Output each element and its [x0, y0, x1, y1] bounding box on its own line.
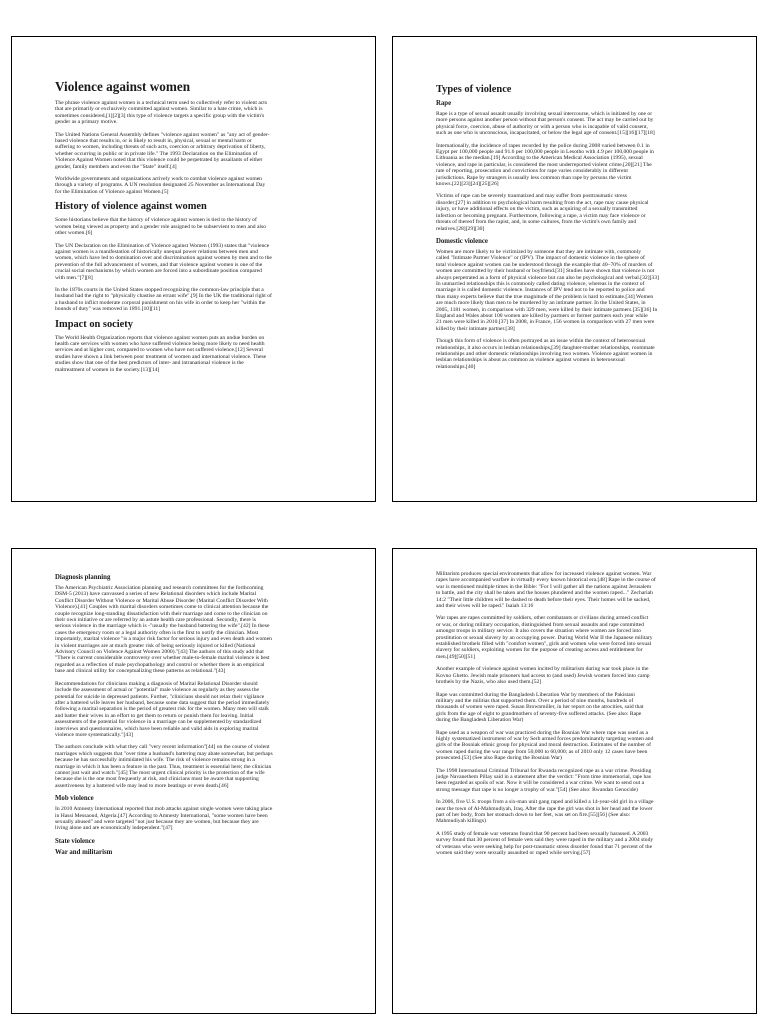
text-line: during the Bangladesh Liberation War)	[436, 717, 524, 724]
text-line: and batter their wives in an effort to get them to return or punish them for leaving. Initial	[55, 712, 254, 719]
section-heading: Types of violence	[436, 84, 512, 95]
text-line: through a variety of programs. A UN resolution designated 25 November as International Day	[55, 182, 266, 189]
section-heading: History of violence against women	[55, 201, 207, 213]
text-line: Rape used as a weapon of war was practiced during the Bosnian War where rape was used as a	[436, 729, 648, 736]
text-line: rate of reporting, prosecution and convictions for rape varies considerably in different	[436, 168, 628, 175]
paragraph	[436, 193, 724, 231]
paragraph	[436, 768, 724, 794]
text-line: part of her body, from her stomach down to her feet, was set on fire.[55][56] (See also:	[436, 812, 631, 818]
text-line: prostitution or sexual slavery by an occupying power. During World War II the Japanese military	[436, 634, 653, 641]
text-line: assessments of the potential for violence in a marriage can be supplemented by standardized	[55, 719, 262, 726]
paragraph	[55, 217, 343, 236]
text-line: importantly, marital violence "is a major risk factor for serious injury and even death and women	[55, 636, 272, 643]
text-line: Rape is a type of sexual assault usually involving sexual intercourse, which is initiated by one or	[436, 111, 653, 117]
text-line: injury, or have additional effects on the victim, such as acquiring of a sexually transmitted	[436, 206, 638, 213]
text-line: disorder;[27] in addition to psychological harm resulting from the act, rape may cause physical	[436, 199, 649, 206]
text-line: include the assessment of actual or "potential" male violence as regularly as they assess the	[55, 687, 260, 694]
text-line: gender, family members and even the "State" itself.[4]	[55, 163, 177, 170]
section-heading: Impact on society	[55, 318, 133, 330]
text-line: whether occurring in public or in private life." The 1993 Declaration on the Elimination of	[55, 150, 258, 157]
text-line: regarded as a reflection of male psychopathology and control or whether there is an empirical	[55, 661, 265, 668]
text-line: In 2010 Amnesty International reported that mob attacks against single women were taking place	[55, 806, 273, 813]
text-line: with men."[7][8]	[55, 274, 93, 281]
document-page-3	[11, 548, 376, 1014]
text-line: jurisdictions. Rape by strangers is usually less common than rape by persons the victim	[436, 174, 632, 181]
text-line: health care services with women who have suffered violence being more likely to need health	[55, 340, 265, 347]
paragraph	[436, 831, 724, 857]
text-line: a husband to inflict moderate corporal punishment on his wife in order to keep her "within the	[55, 299, 266, 306]
text-line: judge Navanethem Pillay said in a statement after the verdict: "From time immemorial, rape has	[436, 773, 651, 780]
text-line: prosecuted.[53] (See also Rape during the Bosnian War)	[436, 755, 562, 762]
text-line: The phrase violence against women is a technical term used to collectively refer to violent acts	[55, 100, 268, 106]
text-line: thousands of women were raped. Susan Brownmiller, in her report on the atrocities, said that	[436, 704, 644, 711]
text-line: Internationally, the incidence of rapes recorded by the police during 2008 varied between 0.1 in	[436, 142, 650, 149]
text-line: England and Wales about 100 women are killed by partners or former partners each year while	[436, 312, 648, 319]
text-line: called "Intimate Partner Violence" or (IPV). The impact of domestic violence in the sphere of	[436, 255, 645, 262]
text-line: that are primarily or exclusively committed against women. Similar to a hate crime, which is	[55, 106, 263, 113]
document-page-1	[11, 36, 376, 502]
text-line: marriage in which it has been a feature in the past. Thus, treatment is essential here; the clinician	[55, 763, 272, 770]
text-line: Another example of violence against women incited by militarism during war took place in the	[436, 666, 649, 673]
page-3-content	[55, 571, 343, 860]
paragraph	[436, 730, 724, 762]
paragraph	[55, 806, 343, 832]
paragraph	[436, 615, 724, 660]
page-2-content	[436, 79, 724, 376]
paragraph	[436, 249, 724, 332]
text-line: The UN Declaration on the Elimination of Violence against Women (1993) states that "violence	[55, 242, 270, 249]
text-line: total violence against women can be understood through the example that 40–70% of murders of	[436, 261, 653, 268]
text-line: war is mentioned multiple times in the Bible: "For I will gather all the nations against Jerusalem	[436, 583, 652, 590]
text-line: Egypt per 100,000 people and 91.6 per 100,000 people in Lesotho with 4.9 per 100,000 people in	[436, 149, 654, 156]
text-line: studies have shown a link between poor treatment of women and international violence. These	[55, 353, 267, 360]
text-line: gender as a primary motive.	[55, 119, 118, 126]
text-line: prevention of the full advancement of women, and that violence against women is one of the	[55, 261, 263, 268]
text-line: Militarism produces special environments that allow for increased violence against women. War	[436, 571, 652, 577]
text-line: Kovno Ghetto. Jewish male prisoners had access to (and used) Jewish women forced into camp	[436, 672, 650, 679]
text-line: Violence Against Women noted that this violence could be perpetrated by assailants of either	[55, 157, 263, 164]
text-line: base and clinical utility for conceptualizing these patterns as relational."[43]	[55, 668, 226, 675]
section-heading: Diagnosis planning	[55, 574, 111, 581]
text-line: violence more systematically."[43]	[55, 731, 133, 738]
text-line: women being viewed as property and a gender role assigned to be subservient to men and also	[55, 223, 266, 230]
text-line: cases the emergency room or a legal authority often is the first to notify the clinician. Most	[55, 629, 259, 636]
paragraph	[55, 585, 343, 675]
text-line: women said they were sexually assaulted or raped while serving.[57]	[436, 850, 591, 857]
paragraph	[436, 799, 724, 825]
text-line: because she is the one most frequently at risk, and clinicians must be aware that supporting	[55, 776, 259, 783]
text-line: military and the militias that supported them. Over a period of nine months, hundreds of	[436, 697, 634, 704]
text-line: survey found that 30 percent of female vets said they were raped in the military and a 2004 study	[436, 837, 654, 844]
text-line: relationships and other domestic relationships involving two women. Violence against women in	[436, 351, 653, 357]
text-line: and their wives will be raped." Isaiah 13:16	[436, 603, 534, 610]
text-line: The 1998 International Criminal Tribunal for Rwanda recognized rape as a war crime. Presiding	[436, 767, 652, 774]
section-heading: Domestic violence	[436, 237, 488, 245]
paragraph	[55, 243, 343, 281]
text-line: The World Health Organization reports that violence against women puts an undue burden on	[55, 334, 265, 341]
text-line: 21 men were killed in 2010.[37] In 2008, in France, 156 women in comparison with 27 men were	[436, 319, 655, 326]
text-line: War rapes are rapes committed by soldiers, other combatants or civilians during armed conflict	[436, 615, 649, 622]
text-line: The American Psychiatric Association planning and research committees for the forthcoming	[55, 585, 264, 591]
text-line: relationships, it also occurs in lesbian relationships,[39] daughter-mother relationships, roommate	[436, 344, 655, 351]
text-line: 14:2 "Their little children will be dashed to death before their eyes. Their homes will be sacked,	[436, 596, 651, 603]
text-line: 2005, 1181 women, in comparison with 329 men, were killed by their intimate partners.[35][36] In	[436, 306, 658, 313]
text-line: crucial social mechanisms by which women are forced into a subordinate position compared	[55, 268, 262, 275]
text-line: knows.[22][23][24][25][26]	[436, 181, 499, 188]
text-line: against women is a manifestation of historically unequal power relations between men and	[55, 248, 258, 255]
text-line: highly systematized instrument of war by Serb armed forces predominantly targeting women and	[436, 735, 654, 742]
text-line: couple recognize long-standing dissatisfaction with their marriage and come to the clinician on	[55, 610, 268, 617]
text-line: In unmarried relationships this is commonly called dating violence, whereas in the context of	[436, 280, 645, 287]
text-line: A 1995 study of female war veterans found that 90 percent had been sexually harassed. A 2003	[436, 830, 649, 837]
paragraph	[436, 571, 724, 609]
paragraph	[55, 287, 343, 313]
section-heading: Rape	[436, 100, 452, 107]
text-line: lesbian relationships is about as common as violence against women in heterosexual	[436, 357, 625, 364]
text-line: services and at higher cost, compared to women who have not suffered violence.[12] Several	[55, 347, 263, 354]
text-line: husband had the right to "physically chastise an errant wife".[9] In the UK the traditional right of	[55, 293, 272, 300]
document-page-4	[392, 548, 757, 1014]
text-line: men.[49][50][51]	[436, 653, 475, 660]
text-line: sometimes considered,[1][2][3] this type of violence targets a specific group with the victim's	[55, 112, 265, 119]
text-line: always perpetrated as a form of physical violence but can also be psychological and verbal.[32][33]	[436, 274, 659, 281]
text-line: or war, or during military occupation, distinguished from sexual assaults and rape committed	[436, 621, 644, 628]
text-line: Some historians believe that the history of violence against women is tied to the history of	[55, 217, 257, 224]
text-line: to battle, and the city shall be taken and the houses plundered and the women raped..." Zechariah	[436, 590, 653, 597]
text-line: Lithuania as the median.[19] According to the American Medical Association (1995), sexual	[436, 155, 643, 162]
text-line: following a marital separation is the period of greatest risk for the women. Many men will stalk	[55, 706, 269, 713]
text-line: Rape was committed during the Bangladesh Liberation War by members of the Pakistani	[436, 691, 635, 698]
text-line: other women.[6]	[55, 230, 93, 237]
text-line: women, which have led to domination over and discrimination against women by men and to the	[55, 255, 272, 262]
text-line: such as one who is unconscious, incapacitated, or below the legal age of consent.[15][16][17][18]	[436, 130, 655, 137]
text-line: sexually abused" and were targeted "not just because they are women, but because they are	[55, 819, 259, 825]
text-line: Conflict Disorder Without Violence or Marital Abuse Disorder (Marital Conflict Disorder With	[55, 597, 268, 604]
page-1-content	[55, 79, 343, 379]
text-line: Mahmudiyah killings)	[436, 818, 486, 825]
text-line: women are committed by their husband or boyfriend.[31] Studies have shown that violence is not	[436, 268, 655, 275]
text-line: of veterans who were seeking help for post-traumatic stress disorder found that 71 percent of the	[436, 843, 653, 850]
page-4-content	[436, 571, 724, 862]
paragraph	[55, 335, 343, 373]
text-line: killed by their intimate partner.[38]	[436, 325, 515, 332]
text-line: girls from the age of eight to grandmothers of seventy-five suffered attacks. (See also: Rape	[436, 710, 642, 717]
text-line: near the town of Al-Mahmudiyah, Iraq. After the rape the girl was shot in her head and the lower	[436, 805, 653, 812]
text-line: infection or becoming pregnant. Furthermore, following a rape, a victim may face violence or	[436, 212, 646, 219]
text-line: interviews and questionnaires, which have been reliable and valid aids in exploring marital	[55, 725, 259, 732]
text-line: Victims of rape can be severely traumatized and may suffer from posttraumatic stress	[436, 193, 627, 200]
text-line: amongst troops in military service. It also covers the situation where women are forced into	[436, 628, 641, 635]
text-line: relationships.[40]	[436, 363, 476, 370]
text-line: suffering to women, including threats of such acts, coercion or arbitrary deprivation of liberty,	[55, 144, 266, 151]
paragraph	[55, 132, 343, 170]
text-line: Advisory Council on Violence Against Women 2000)."[43] The authors of this study add that	[55, 649, 264, 656]
text-line: marriages which suggests that "over time a husband's battering may abate somewhat, but perhaps	[55, 750, 273, 757]
text-line: serious violence in the marriage which is -"usually the husband battering the wife".[42] In these	[55, 623, 270, 630]
text-line: In the 1870s courts in the United States stopped recognizing the common-law principle that a	[55, 286, 264, 293]
paragraph	[55, 100, 343, 126]
section-heading: State violence	[55, 837, 95, 845]
text-line: living alone and are economically independent."[47]	[55, 825, 173, 832]
text-line: in violent marriages are at much greater risk of being seriously injured or killed (National	[55, 642, 256, 649]
page-title: Violence against women	[55, 79, 191, 94]
text-line: The authors conclude with what they call "very recent information"[44] on the course of violent	[55, 744, 270, 751]
text-line: been regarded as spoils of war. Now it will be considered a war crime. We want to send out a	[436, 780, 645, 787]
text-line: maltreatment of women in the society.[13][14]	[55, 366, 160, 373]
text-line: are much more likely than men to be murdered by an intimate partner. In the United States, in	[436, 300, 646, 307]
section-heading: Mob violence	[55, 795, 94, 803]
text-line: cannot just wait and watch."[45] The most urgent clinical priority is the protection of the wife	[55, 769, 265, 776]
paragraph	[55, 744, 343, 789]
text-line: relatives.[28][29][30]	[436, 225, 485, 232]
text-line: Recommendations for clinicians making a diagnosis of Marital Relational Disorder should	[55, 680, 258, 687]
text-line: Women are more likely to be victimized by someone that they are intimate with, commonly	[436, 248, 642, 255]
text-line: in Hassi Messaoud, Algeria.[47] According to Amnesty International, "some women have been	[55, 812, 268, 819]
text-line: more persons against another person without that person's consent. The act may be carried out by	[436, 117, 654, 124]
text-line: Violence).[41] Couples with marital disorders sometimes come to clinical attention because the	[55, 604, 269, 611]
paragraph	[436, 338, 724, 370]
paragraph	[55, 176, 343, 195]
text-line: girls of the Bosniak ethnic group for physical and moral destruction. Estimates of the number of	[436, 742, 651, 749]
paragraph	[436, 111, 724, 137]
text-line: marriage it is called domestic violence. Instances of IPV tend not to be reported to police and	[436, 287, 645, 294]
text-line: DSM-5 (2013) have canvassed a series of new Relational disorders which include Marital	[55, 591, 257, 598]
text-line: because he has successfully intimidated his wife. The risk of violence remains strong in a	[55, 757, 255, 764]
text-line: for the Elimination of Violence against Women.[5]	[55, 188, 169, 195]
paragraph	[436, 692, 724, 724]
text-line: their own initiative or are referred by an astute health care professional. Secondly, there is	[55, 617, 256, 624]
text-line: thus many experts believe that the true magnitude of the problem is hard to estimate.[34] Women	[436, 293, 654, 300]
text-line: studies show that one of the best predictors of inter- and intranational violence is the	[55, 360, 244, 367]
text-line: potential for suicide in depressed patients. Further, "clinicians should not relax their vigilance	[55, 693, 265, 700]
text-line: In 2006, five U.S. troops from a six-man unit gang raped and killed a 14-year-old girl in a village	[436, 799, 654, 806]
text-line: rapes have accompanied warfare in virtually every known historical era.[48] Rape in the course of	[436, 577, 656, 584]
text-line: violence, and rape in particular, is considered the most underreported violent crime.[20][21] The	[436, 161, 652, 168]
document-page-2	[392, 36, 757, 502]
paragraph	[436, 143, 724, 188]
text-line: women raped during the war range from 50,000 to 60,000; as of 2010 only 12 cases have been	[436, 748, 648, 755]
paragraph	[436, 666, 724, 685]
text-line: threats of thereof from the rapist, and, in some cultures, from the victim's own family and	[436, 219, 637, 226]
text-line: established brothels filled with "comfort women", girls and women who were forced into sexual	[436, 641, 652, 648]
section-heading: War and militarism	[55, 848, 113, 856]
text-line: based violence that results in, or is likely to result in, physical, sexual or mental harm or	[55, 138, 252, 145]
text-line: strong message that rape is no longer a trophy of war."[54] (See also: Rwandan Genocide)	[436, 786, 638, 793]
text-line: The United Nations General Assembly defines "violence against women" as "any act of gender-	[55, 131, 270, 138]
text-line: brothels by the Nazis, who also used them.[52]	[436, 679, 542, 686]
text-line: after a battered wife leaves her husband, because some data suggest that the period immediately	[55, 699, 270, 706]
paragraph	[55, 681, 343, 739]
text-line: Worldwide governments and organizations actively work to combat violence against women	[55, 176, 262, 183]
text-line: slavery for soldiers, exploiting women for the purpose of creating access and entitlement for	[436, 647, 643, 654]
text-line: Though this form of violence is often portrayed as an issue within the context of heterosexual	[436, 338, 646, 345]
text-line: "There is current considerable controversy over whether male-to-female marital violence is best	[55, 655, 270, 662]
text-line: assertiveness by a battered wife may lead to more beatings or even death.[46]	[55, 782, 229, 789]
text-line: physical force, coercion, abuse of authority or with a person who is incapable of valid consent,	[436, 123, 648, 130]
text-line: bounds of duty" was removed in 1891.[10][11]	[55, 306, 161, 313]
